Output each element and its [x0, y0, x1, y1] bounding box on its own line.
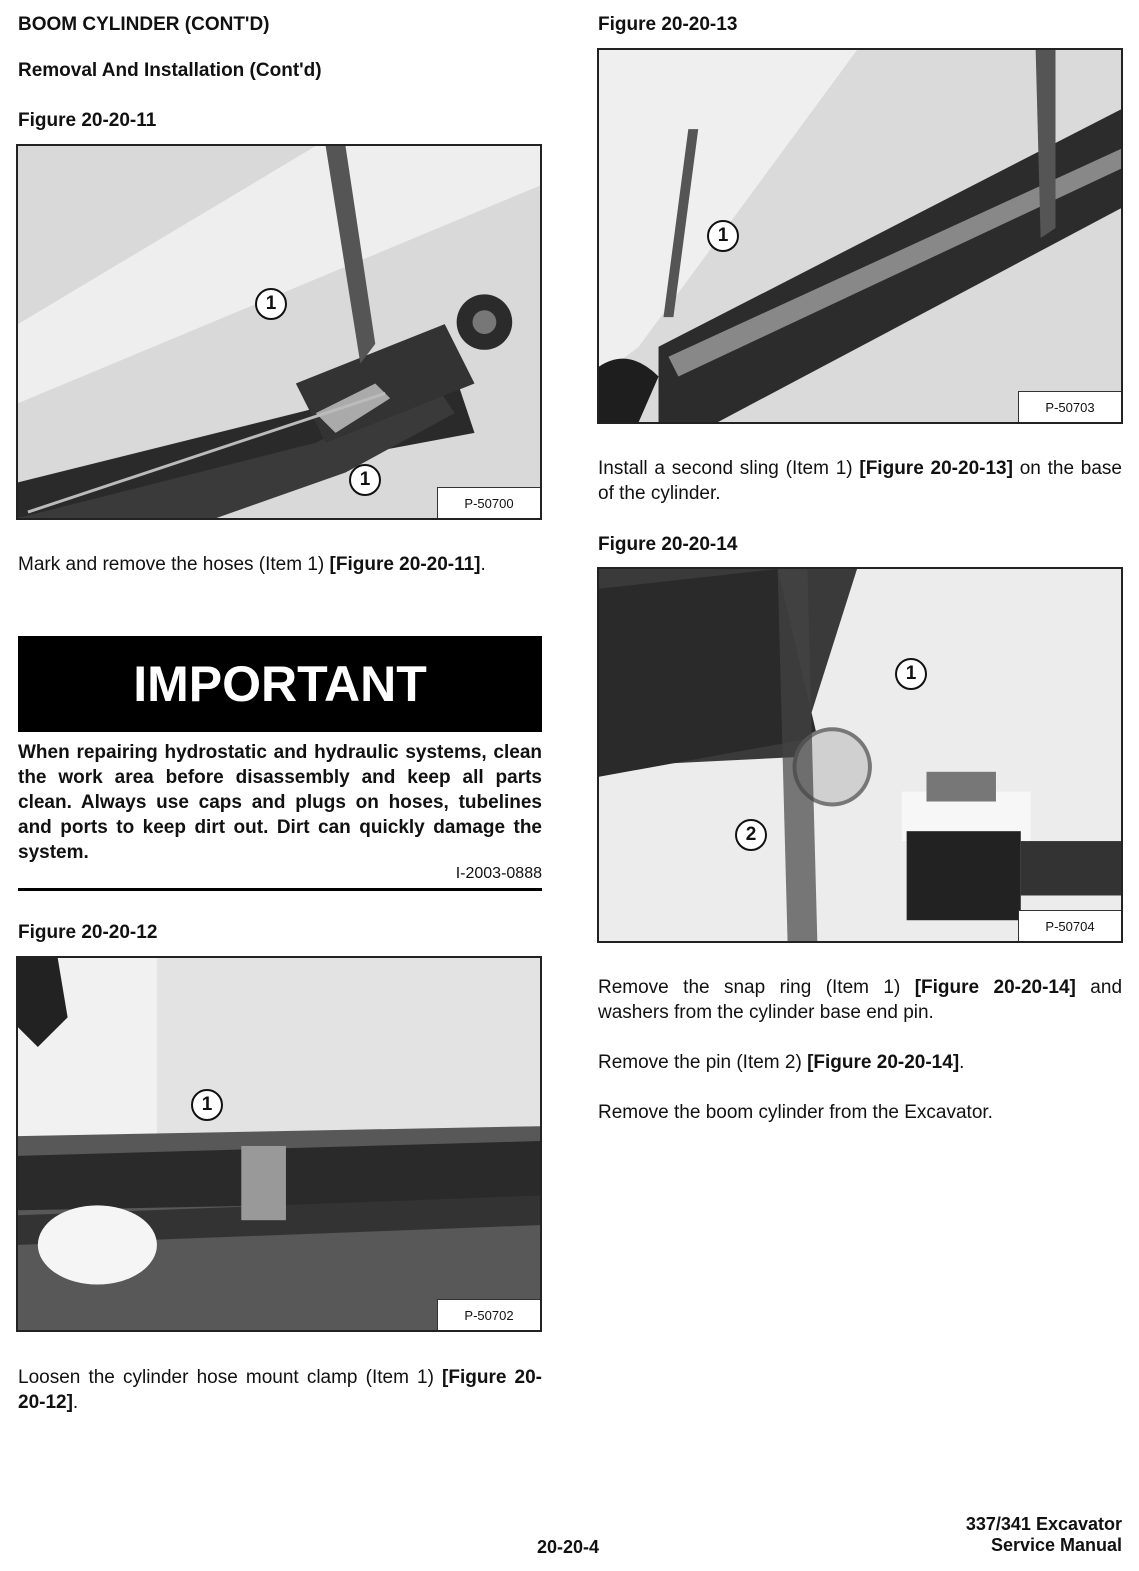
figure-photo: [597, 567, 1123, 943]
figure-photo: [16, 144, 542, 520]
figure-reference: [Figure 20-20-12]: [18, 1367, 543, 1413]
instruction-paragraph: Remove the pin (Item 2) [Figure 20-20-14].: [598, 1052, 965, 1073]
photo-code: P-50702: [437, 1299, 540, 1330]
section-title: BOOM CYLINDER (CONT'D): [18, 14, 270, 35]
figure-title: Figure 20-20-13: [598, 14, 738, 35]
figure-reference: [Figure 20-20-11]: [329, 554, 481, 575]
figure-title: Figure 20-20-14: [598, 534, 738, 555]
important-text: When repairing hydrostatic and hydraulic systems, clean the work area before disassembly and keep all parts clean. Always use caps and plugs on hoses, tubelines and ports to keep dirt out. Dirt can quickly damage the system.: [18, 742, 542, 863]
figure-title: Figure 20-20-11: [18, 110, 157, 131]
manual-name: Service Manual: [990, 1535, 1122, 1555]
callout-1: 1: [191, 1089, 223, 1121]
cylinder-photo-illustration: [18, 146, 540, 518]
instruction-paragraph: Remove the snap ring (Item 1) [Figure 20-20-14] and washers from the cylinder base end pin.: [598, 977, 1123, 1023]
callout-1: 1: [895, 658, 927, 690]
manual-title: [966, 1514, 1122, 1556]
notice-code: I-2003-0888: [455, 865, 542, 882]
callout-1: 1: [255, 288, 287, 320]
figure-reference: [Figure 20-20-13]: [859, 458, 1013, 479]
figure-reference: [Figure 20-20-14]: [914, 977, 1076, 998]
callout-1: 1: [707, 220, 739, 252]
hose-clamp-photo-illustration: [18, 958, 540, 1330]
important-banner: IMPORTANT: [18, 636, 542, 732]
figure-reference: [Figure 20-20-14]: [807, 1052, 960, 1073]
instruction-paragraph: Loosen the cylinder hose mount clamp (Item 1) [Figure 20-20-12].: [18, 1367, 543, 1413]
callout-2: 2: [735, 819, 767, 851]
subsection-title: Removal And Installation (Cont'd): [18, 60, 322, 81]
instruction-paragraph: Remove the boom cylinder from the Excavator.: [598, 1102, 993, 1123]
photo-code: P-50703: [1018, 391, 1121, 422]
figure-photo: [16, 956, 542, 1332]
photo-code: P-50704: [1018, 910, 1121, 941]
pin-photo-illustration: [599, 569, 1121, 941]
divider-rule: [18, 888, 542, 891]
figure-photo: [597, 48, 1123, 424]
photo-code: P-50700: [437, 487, 540, 518]
figure-title: Figure 20-20-12: [18, 922, 158, 943]
manual-model: 337/341 Excavator: [965, 1514, 1122, 1534]
instruction-paragraph: Mark and remove the hoses (Item 1) [Figure 20-20-11].: [18, 554, 486, 575]
sling-photo-illustration: [599, 50, 1121, 422]
page-number: 20-20-4: [537, 1537, 600, 1557]
callout-1: 1: [349, 464, 381, 496]
instruction-paragraph: Install a second sling (Item 1) [Figure 20-20-13] on the base of the cylinder.: [598, 458, 1122, 504]
